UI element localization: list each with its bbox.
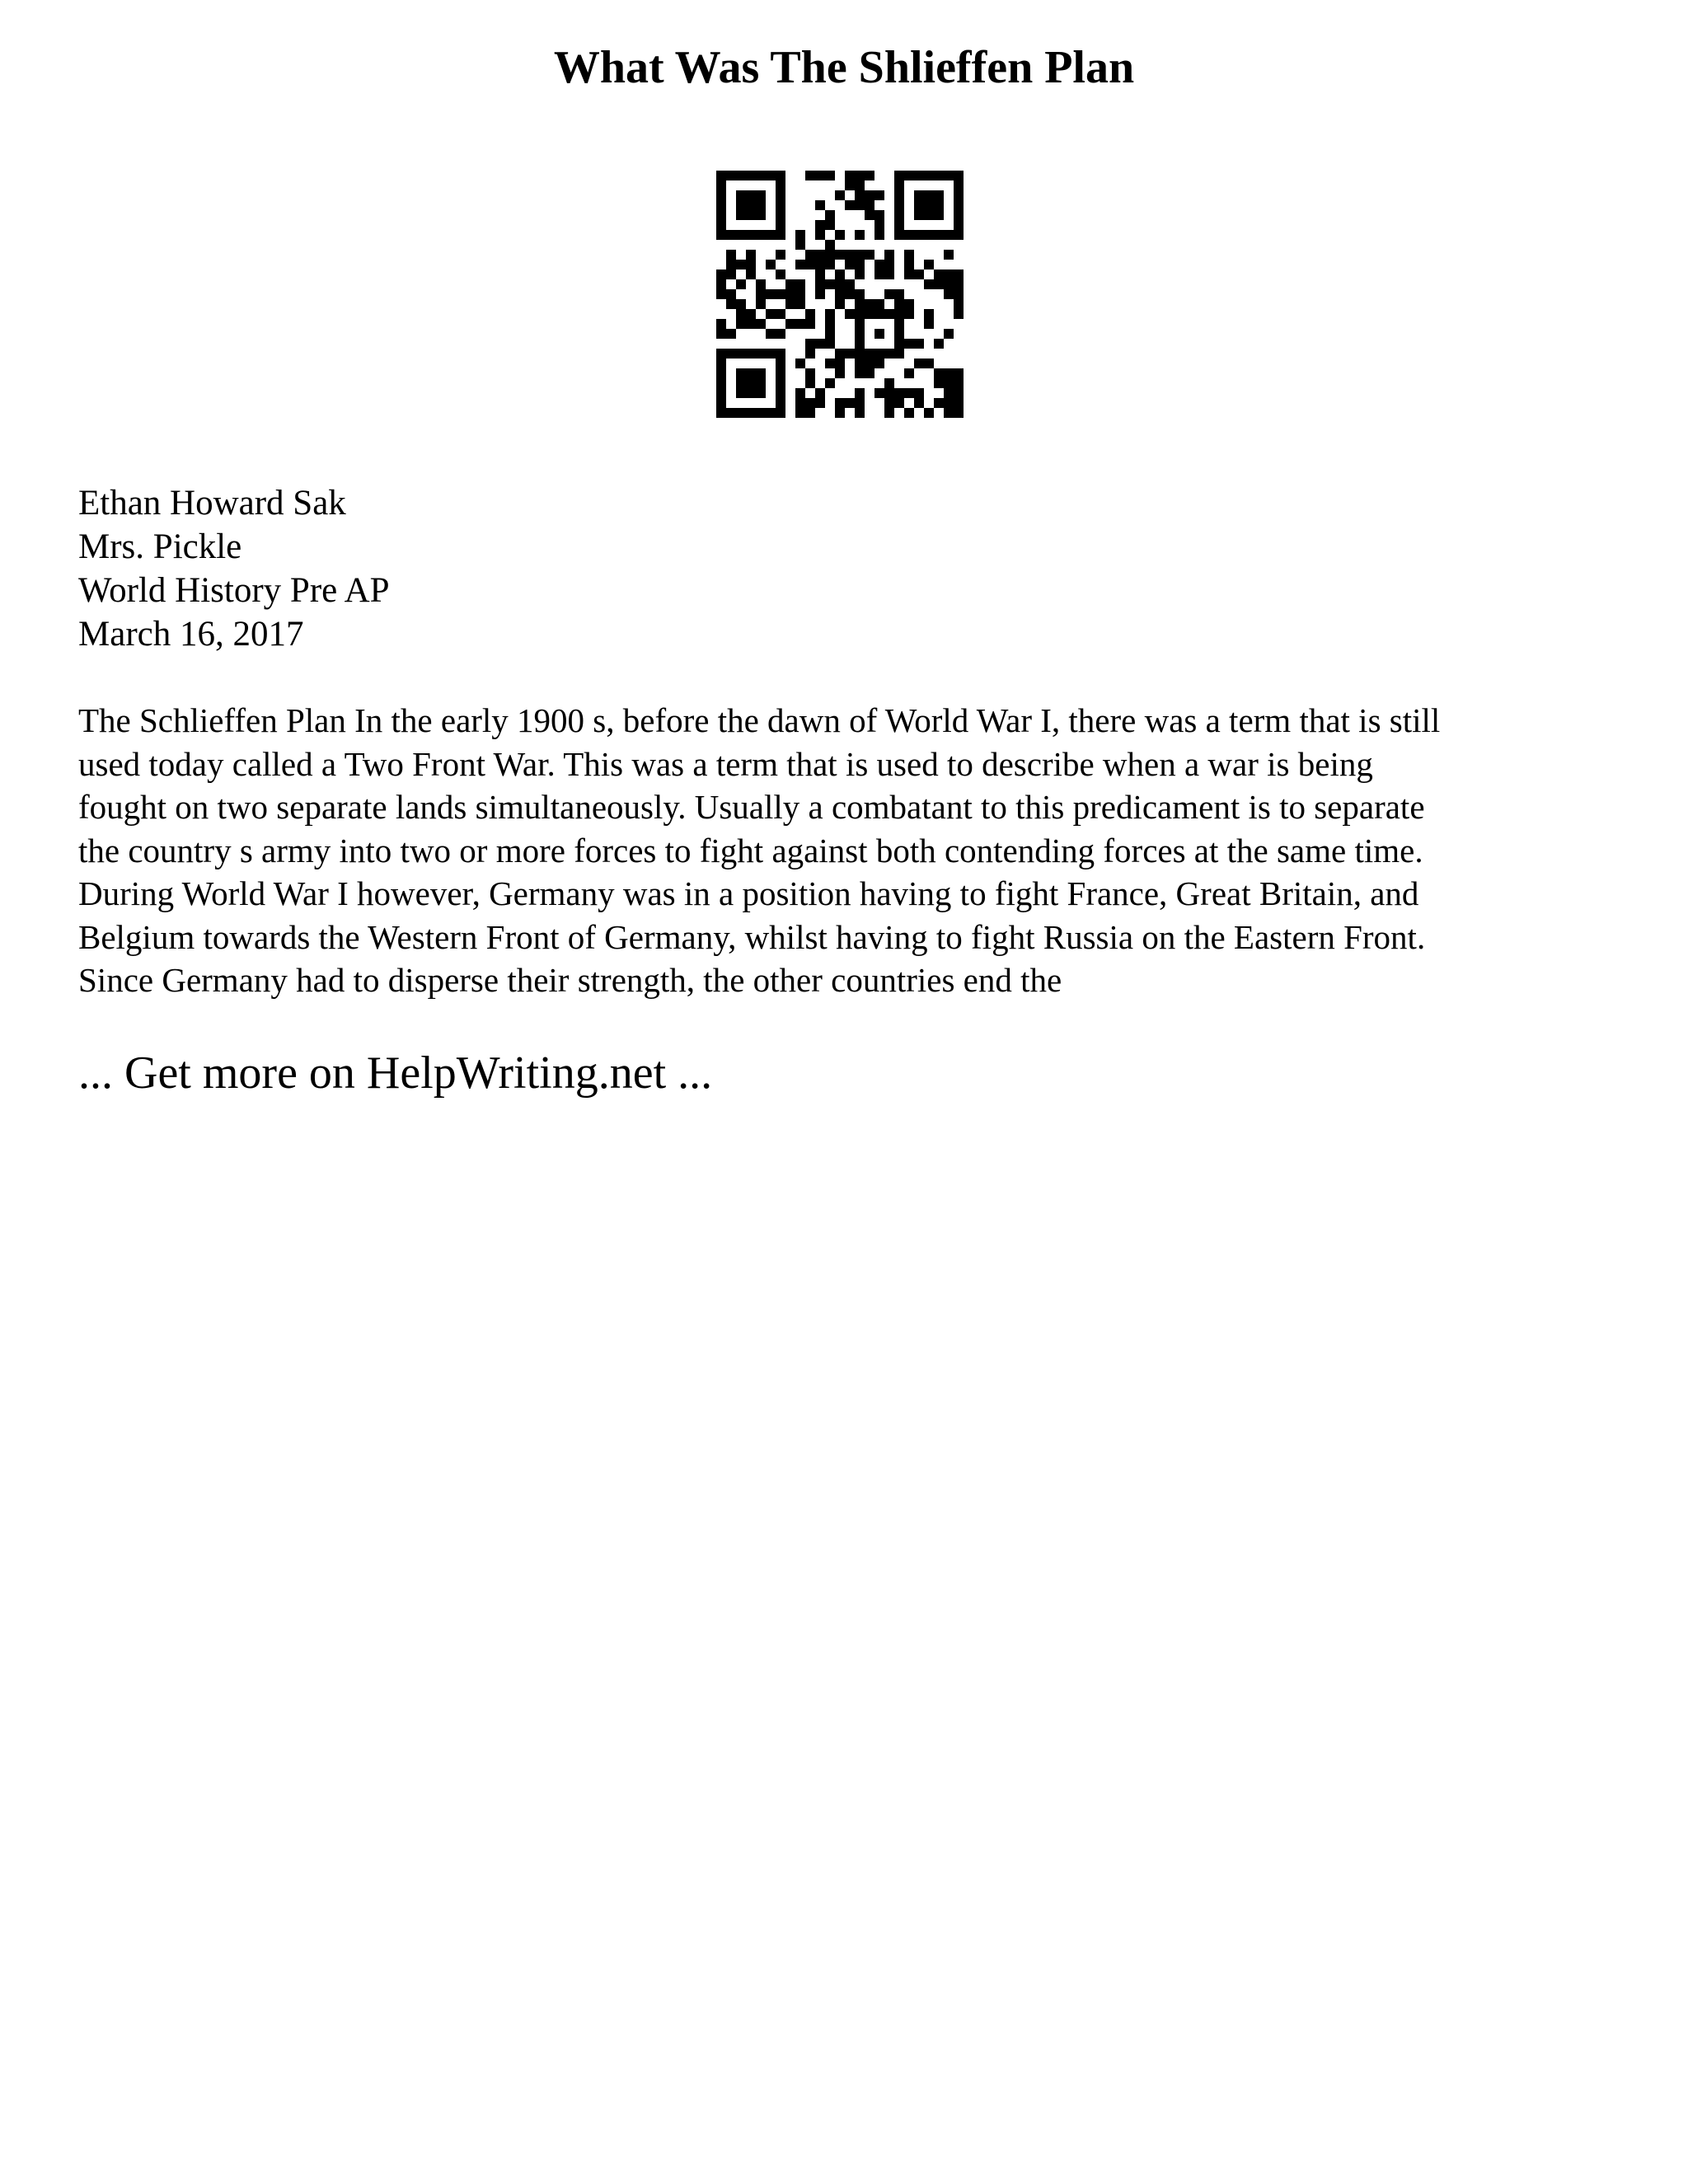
course-name: World History Pre AP — [78, 571, 390, 610]
author-name: Ethan Howard Sak — [78, 484, 346, 523]
essay-paragraph — [78, 699, 1611, 1002]
paragraph-line: During World War I however, Germany was in a position having to fight France, Great Britain, and — [78, 874, 1419, 912]
author-info — [78, 481, 1562, 656]
paragraph-line: the country s army into two or more forces to fight against both contending forces at the same time. — [78, 831, 1423, 869]
paragraph-line: used today called a Two Front War. This was a term that is used to describe when a war is being — [78, 744, 1373, 783]
paragraph-line: Belgium towards the Western Front of Germany, whilst having to fight Russia on the Eastern Front. — [78, 917, 1426, 956]
teacher-name: Mrs. Pickle — [78, 527, 242, 566]
document-date: March 16, 2017 — [78, 615, 304, 654]
paragraph-line: Since Germany had to disperse their strength, the other countries end the — [78, 961, 1062, 999]
get-more-link[interactable]: ... Get more on HelpWriting.net ... — [78, 1047, 713, 1099]
paragraph-line: The Schlieffen Plan In the early 1900 s, before the dawn of World War I, there was a term that is still — [78, 701, 1441, 739]
qr-code-icon — [716, 171, 964, 418]
paragraph-line: fought on two separate lands simultaneously. Usually a combatant to this predicament is to separate — [78, 788, 1425, 826]
page-title: What Was The Shlieffen Plan — [553, 42, 1135, 93]
